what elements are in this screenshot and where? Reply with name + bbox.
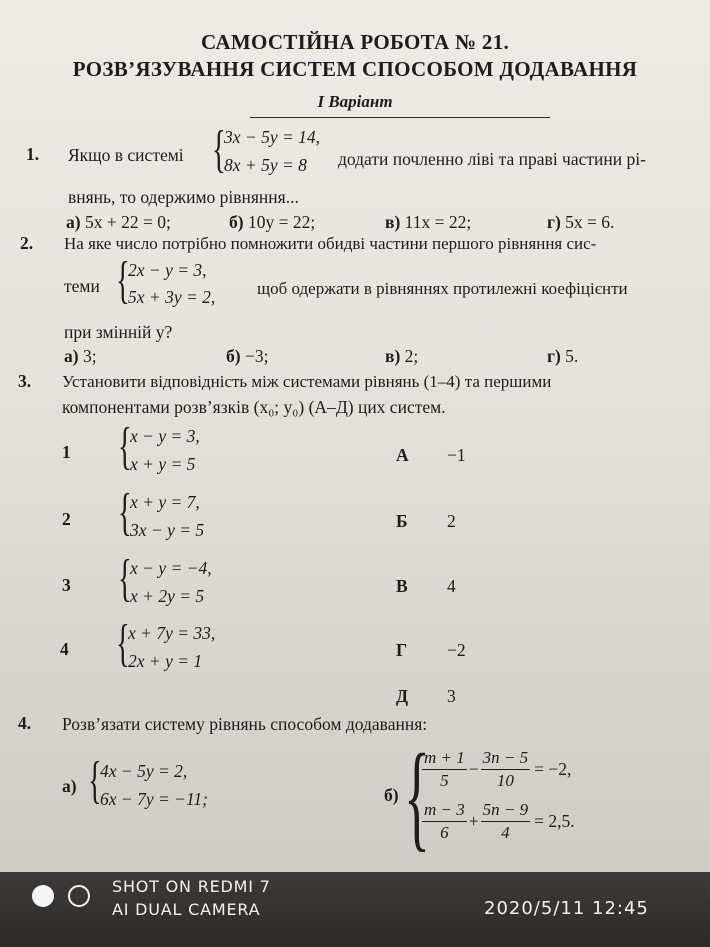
q1-lead: Якщо в системі [68,145,184,165]
q3-answer-d-letter: Г [396,640,408,660]
camera-logo-ring-circle [68,885,90,907]
q2-line1: На яке число потрібно помножити обидві частини першого рівняння сис- [64,234,597,253]
q2-eq-2: 5x + 3y = 2, [128,287,216,307]
q3-system-1-number: 1 [62,442,71,462]
q3-answer-c-value: 4 [447,576,456,596]
q3-answer-b-value: 2 [447,511,456,531]
q3-answer-a-value: −1 [447,445,466,465]
camera-datetime: 2020/5/11 12:45 [484,898,649,919]
q1-line2: внянь, то одержимо рівняння... [68,187,299,207]
q1-eq-1: 3x − 5y = 14, [224,127,321,147]
q1-brace: { [212,121,226,178]
q3-system-4-brace: { [116,615,130,672]
q3-system-2-eq-1: x + y = 7, [130,492,200,512]
q4-a-eq-1: 4x − 5y = 2, [100,761,188,781]
q4-a-system [88,752,228,811]
q3-system-1 [118,418,248,477]
q4-a-eq-2: 6x − 7y = −11; [100,789,208,809]
q3-answer-c-letter: В [396,576,408,596]
q4-b-eq-2-frac-2: $\frac{5n - 9}{4}$ [482,800,529,842]
q3-answer-e-value: 3 [447,686,456,706]
camera-watermark-line1: SHOT ON REDMI 7 [112,877,271,896]
q2-trail: щоб одержати в рівняннях протилежні коефіцієнти [257,279,628,298]
q2-lead: теми [64,276,100,296]
q3-system-4 [116,615,256,674]
q2-eq-1: 2x − y = 3, [128,260,207,280]
q3-system-3-eq-1: x − y = −4, [130,558,212,578]
q4-b-eq-1-frac-2: $\frac{3n - 5}{10}$ [482,748,529,790]
q4-b-eq-2-frac-1: $\frac{m - 3}{6}$ [424,800,465,842]
header-rule [250,117,550,118]
q4-b-brace: { [404,729,430,862]
q2-brace: { [116,252,130,309]
q4-b-eq-2: $\frac{m - 3}{6}$ + $\frac{5n - 9}{4}$ = 2,5. [424,800,575,842]
q2-line3: при змінній y? [64,322,173,342]
camera-logo-filled-circle [32,885,54,907]
camera-watermark-line2: AI DUAL CAMERA [112,900,261,919]
q4-text: Розв’язати систему рівнянь способом додавання: [62,714,428,734]
q3-system-1-eq-1: x − y = 3, [130,426,200,446]
q3-system-3-number: 3 [62,575,71,595]
q3-system-2-brace: { [118,484,132,541]
q1-trail: додати почленно ліві та праві частини рі- [338,149,646,169]
q3-system-2-eq-2: 3x − y = 5 [130,520,205,540]
q3-system-1-eq-2: x + y = 5 [130,454,196,474]
q1-system [212,121,332,180]
q1-option-b: б) 10y = 22; [229,212,316,232]
q2-option-b: б) −3; [226,346,269,366]
q4-b-eq-1: $\frac{m + 1}{5}$ − $\frac{3n - 5}{10}$ = −2, [424,748,572,790]
q1-option-a: а) 5x + 22 = 0; [66,212,171,232]
q3-answer-d-value: −2 [447,640,466,660]
q3-system-2 [118,484,248,543]
q3-system-3-brace: { [118,550,132,607]
q4-a-brace: { [88,752,102,809]
q3-system-1-brace: { [118,418,132,475]
q4-b-eq-1-frac-1: $\frac{m + 1}{5}$ [424,748,465,790]
q3-system-3-eq-2: x + 2y = 5 [130,586,205,606]
q3-answer-e-letter: Д [396,686,409,706]
q3-system-4-number: 4 [60,639,69,659]
q4-number: 4. [18,713,32,733]
q1-eq-2: 8x + 5y = 8 [224,155,307,175]
q2-option-a: а) 3; [64,346,97,366]
title-line-2: РОЗВ’ЯЗУВАННЯ СИСТЕМ СПОСОБОМ ДОДАВАННЯ [72,57,638,81]
q2-system [116,252,246,311]
variant-heading: I Варіант [317,92,393,111]
q2-number: 2. [20,233,34,253]
q3-answer-a-letter: А [396,445,409,465]
q3-system-4-eq-2: 2x + y = 1 [128,651,203,671]
q3-system-3 [118,550,248,609]
q2-option-d: г) 5. [547,346,579,366]
q1-option-d: г) 5x = 6. [547,212,615,232]
q3-system-4-eq-1: x + 7y = 33, [128,623,216,643]
q4-a-label: а) [62,776,77,796]
q1-number: 1. [26,144,40,164]
title-line-1: САМОСТІЙНА РОБОТА № 21. [200,30,510,54]
q3-number: 3. [18,371,32,391]
q2-option-c: в) 2; [385,346,419,366]
q3-line1: Установити відповідність між системами рівнянь (1–4) та першими [62,372,552,391]
q1-option-c: в) 11x = 22; [385,212,472,232]
q3-line2: компонентами розв’язків (x₀; y₀) (А–Д) цих систем. [62,397,446,417]
q3-system-2-number: 2 [62,509,71,529]
q3-answer-b-letter: Б [396,511,408,531]
q4-b-label: б) [384,785,399,805]
